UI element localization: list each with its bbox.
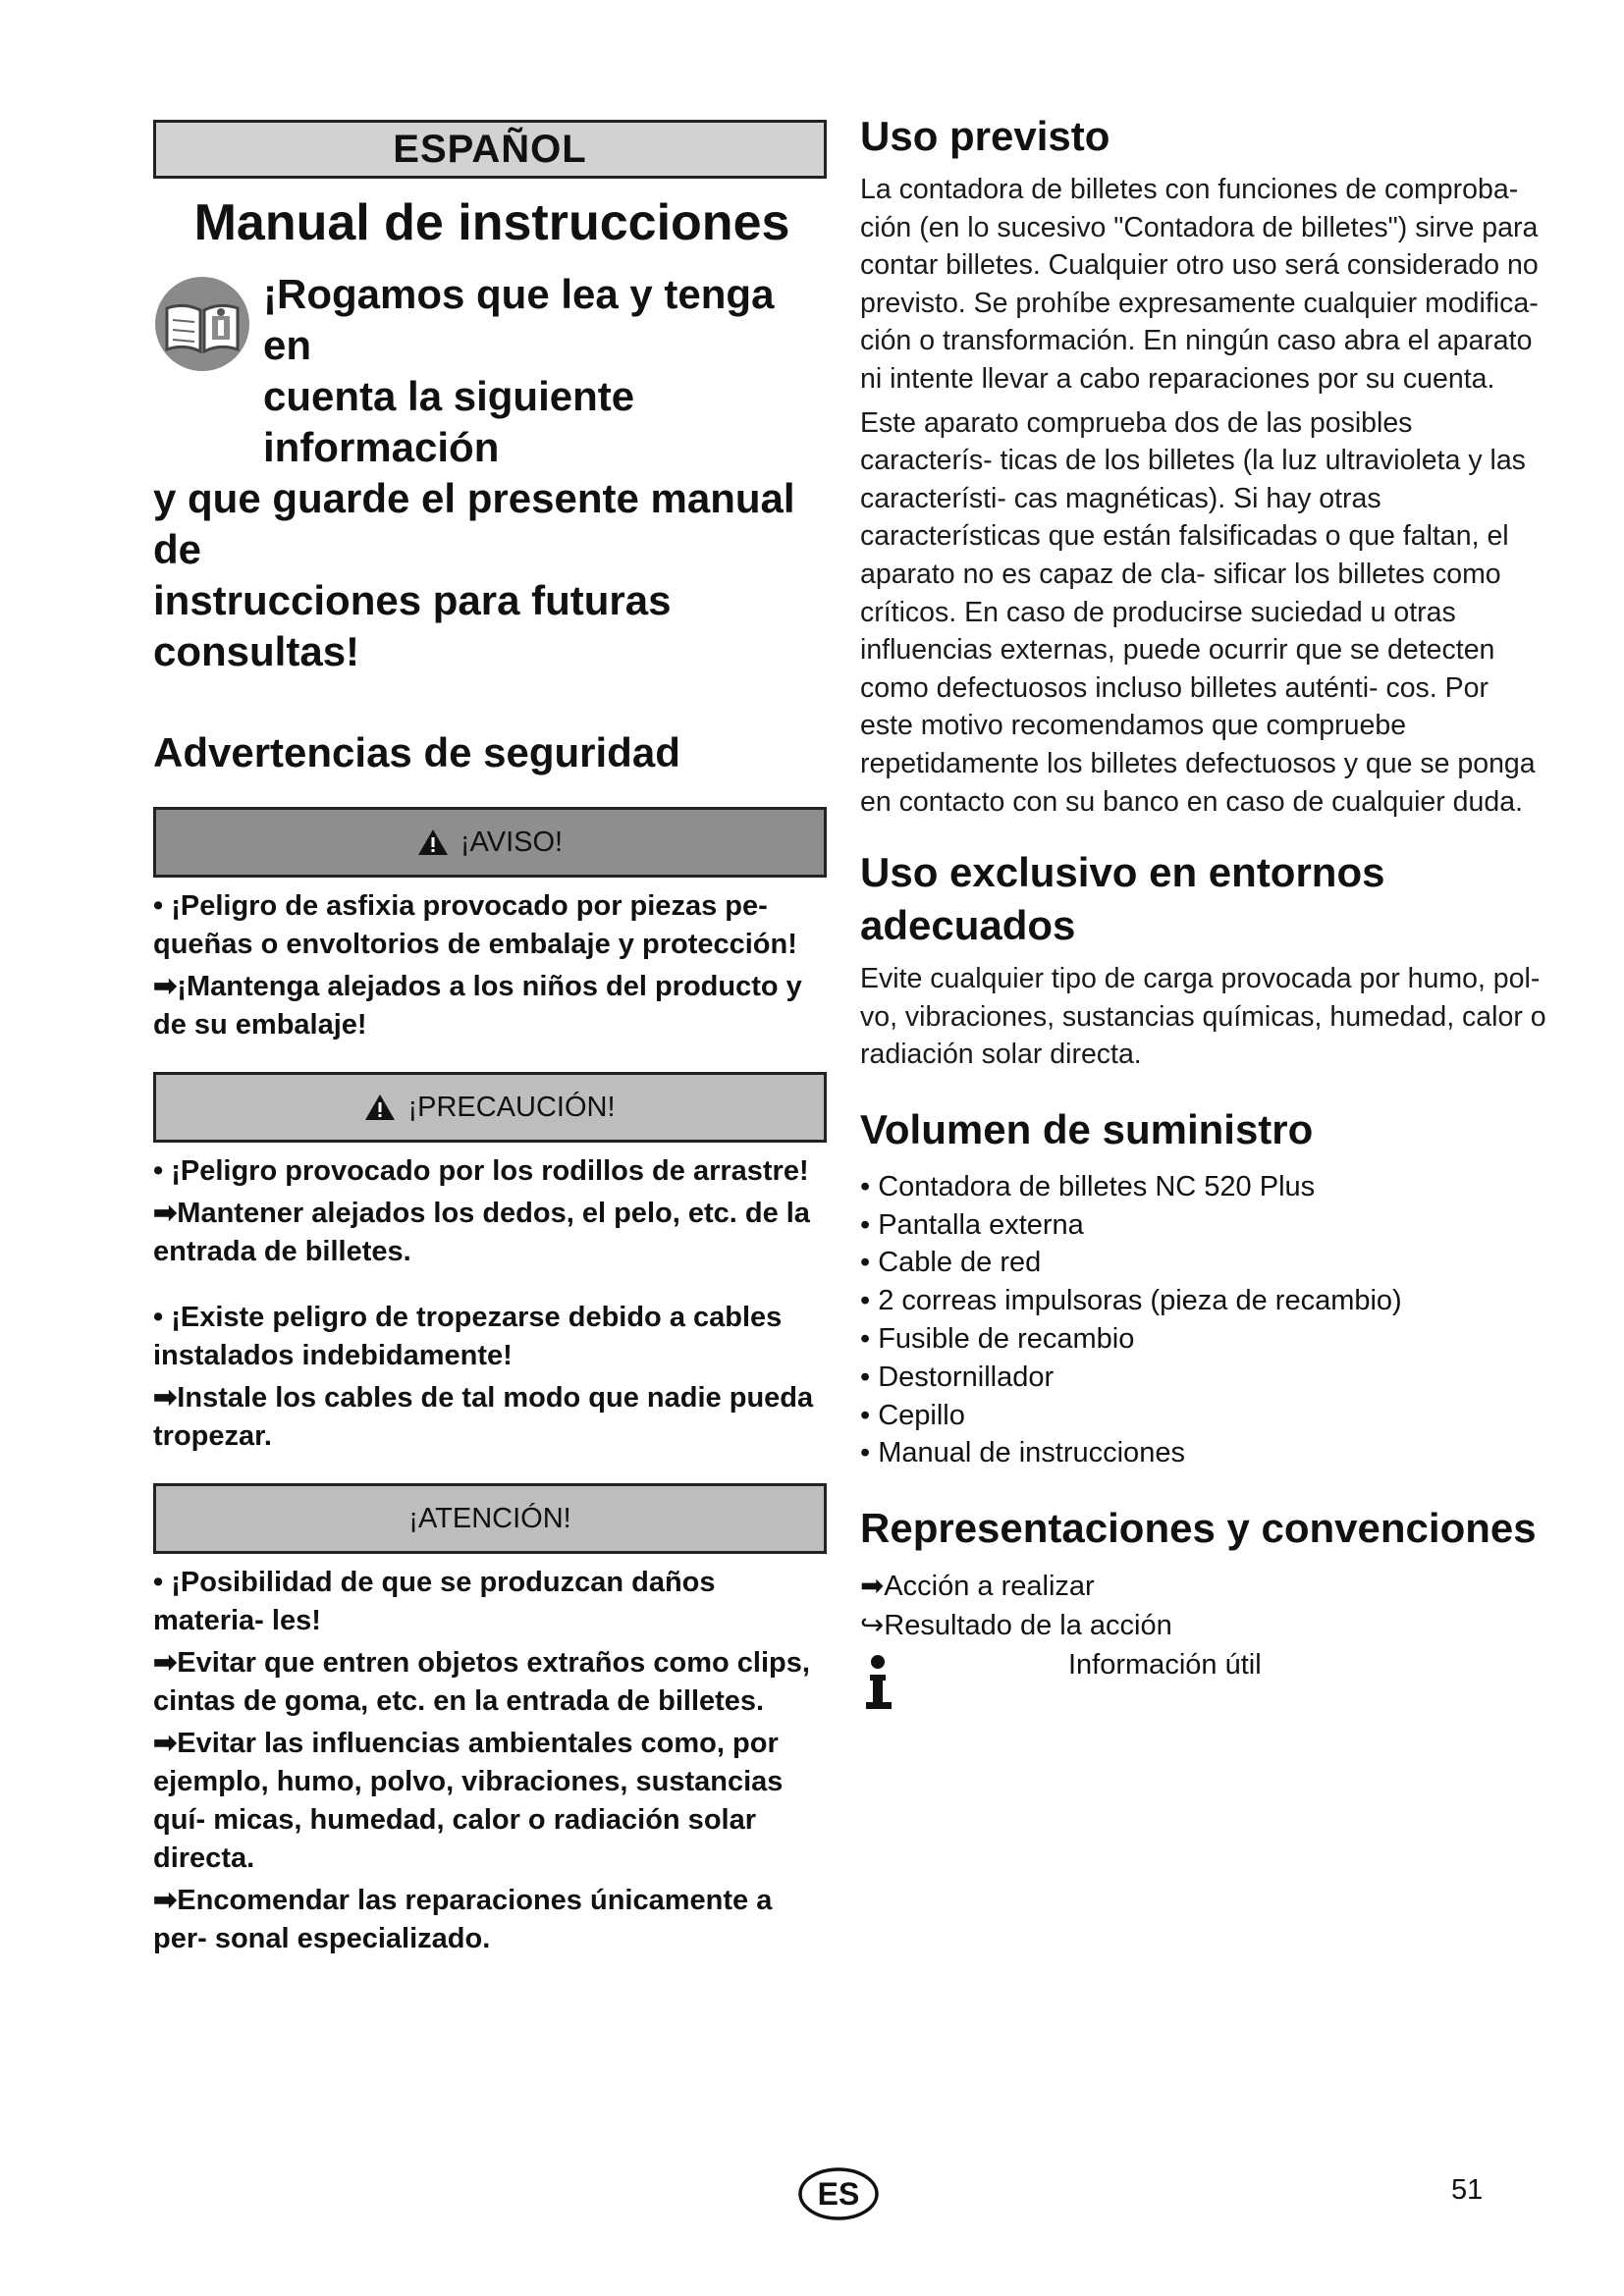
warning-text-2: ➡¡Mantenga alejados a los niños del producto y de su embalaje! xyxy=(153,971,802,1041)
intended-use-paragraph-1: La contadora de billetes con funciones de comproba- ción (en lo sucesivo "Contadora de billetes") sirve para contar billetes. Cualquier otro uso será considerado no previsto. Se prohíbe expresamente cualquier modifica- ción o transformación. En ningún caso abra el aparato ni intente llevar a cabo reparaciones por su cuenta. xyxy=(860,174,1539,395)
list-item: • Contadora de billetes NC 520 Plus xyxy=(860,1168,1547,1206)
list-item: • Cable de red xyxy=(860,1244,1547,1282)
notice-line-3: y que guarde el presente manual de xyxy=(153,475,795,572)
page-number: 51 xyxy=(1451,2174,1484,2206)
attention-text-1: • ¡Posibilidad de que se produzcan daños materia- les! xyxy=(153,1567,716,1636)
notice-line-1: ¡Rogamos que lea y tenga en xyxy=(263,271,775,368)
notice-line-2: cuenta la siguiente información xyxy=(263,373,635,470)
convention-info-text: Información útil xyxy=(1068,1649,1262,1682)
supply-title: Volumen de suministro xyxy=(860,1105,1314,1152)
list-item: • Cepillo xyxy=(860,1397,1547,1435)
language-header: ESPAÑOL xyxy=(153,120,827,179)
caution-text-3: • ¡Existe peligro de tropezarse debido a cables instalados indebidamente! xyxy=(153,1302,783,1371)
caution-banner xyxy=(153,1072,827,1143)
supply-list xyxy=(860,1168,1547,1472)
caution-text-1: • ¡Peligro provocado por los rodillos de arrastre! xyxy=(153,1155,809,1187)
right-column xyxy=(860,110,1547,1718)
environment-text: Evite cualquier tipo de carga provocada por humo, pol- vo, vibraciones, sustancias químicas, humedad, calor o radiación solar directa. xyxy=(860,963,1546,1071)
list-item: • 2 correas impulsoras (pieza de recambio) xyxy=(860,1282,1547,1320)
manual-title: Manual de instrucciones xyxy=(193,194,790,251)
notice-line-4: instrucciones para futuras consultas! xyxy=(153,577,672,674)
caution-label: ¡PRECAUCIÓN! xyxy=(407,1091,616,1123)
left-column xyxy=(153,120,831,1958)
caution-text-2: ➡Mantener alejados los dedos, el pelo, etc. de la entrada de billetes. xyxy=(153,1198,810,1267)
info-book-icon xyxy=(153,275,251,373)
list-item: • Pantalla externa xyxy=(860,1206,1547,1245)
list-item: • Destornillador xyxy=(860,1359,1547,1397)
list-item: • Fusible de recambio xyxy=(860,1320,1547,1359)
list-item: • Manual de instrucciones xyxy=(860,1434,1547,1472)
conventions-title: Representaciones y convenciones xyxy=(860,1505,1537,1552)
intended-use-text xyxy=(860,171,1547,821)
attention-text-4: ➡Encomendar las reparaciones únicamente a per- sonal especializado. xyxy=(153,1885,773,1954)
language-badge-text: ES xyxy=(817,2176,860,2212)
language-badge xyxy=(797,2166,880,2221)
intended-use-title: Uso previsto xyxy=(860,113,1110,159)
intended-use-paragraph-2: Este aparato comprueba dos de las posibles caracterís- ticas de los billetes (la luz ultravioleta y las característi- cas magnéticas). Si hay otras características que están falsificadas o que faltan, el aparato no es capaz de cla- sificar los billetes como críticos. En caso de producirse suciedad u otras influencias externas, puede ocurrir que se detecten como defectuosos incluso billetes auténti- cos. Por este motivo recomendamos que compruebe repetidamente los billetes defectuosos y que se ponga en contacto con su banco en caso de cualquier duda. xyxy=(860,406,1536,818)
environment-title: Uso exclusivo en entornos adecuados xyxy=(860,849,1385,949)
info-i-icon xyxy=(860,1653,899,1712)
attention-text-3: ➡Evitar las influencias ambientales como, por ejemplo, humo, polvo, vibraciones, sustancias quí- micas, humedad, calor o radiación solar directa. xyxy=(153,1728,784,1874)
warning-banner xyxy=(153,807,827,878)
warning-triangle-icon xyxy=(417,828,449,856)
warning-label: ¡AVISO! xyxy=(460,826,564,858)
attention-banner xyxy=(153,1483,827,1554)
caution-text-4: ➡Instale los cables de tal modo que nadie pueda tropezar. xyxy=(153,1382,814,1452)
warning-triangle-icon xyxy=(364,1094,396,1121)
attention-text-2: ➡Evitar que entren objetos extraños como clips, cintas de goma, etc. en la entrada de billetes. xyxy=(153,1647,810,1717)
attention-label: ¡ATENCIÓN! xyxy=(408,1502,571,1534)
convention-result: ↪Resultado de la acción xyxy=(860,1610,1172,1642)
convention-action: ➡Acción a realizar xyxy=(860,1571,1095,1603)
safety-title: Advertencias de seguridad xyxy=(153,729,680,775)
convention-info xyxy=(860,1649,1547,1718)
warning-text-1: • ¡Peligro de asfixia provocado por piezas pe- queñas o envoltorios de embalaje y protección! xyxy=(153,890,797,960)
read-notice xyxy=(153,269,831,677)
